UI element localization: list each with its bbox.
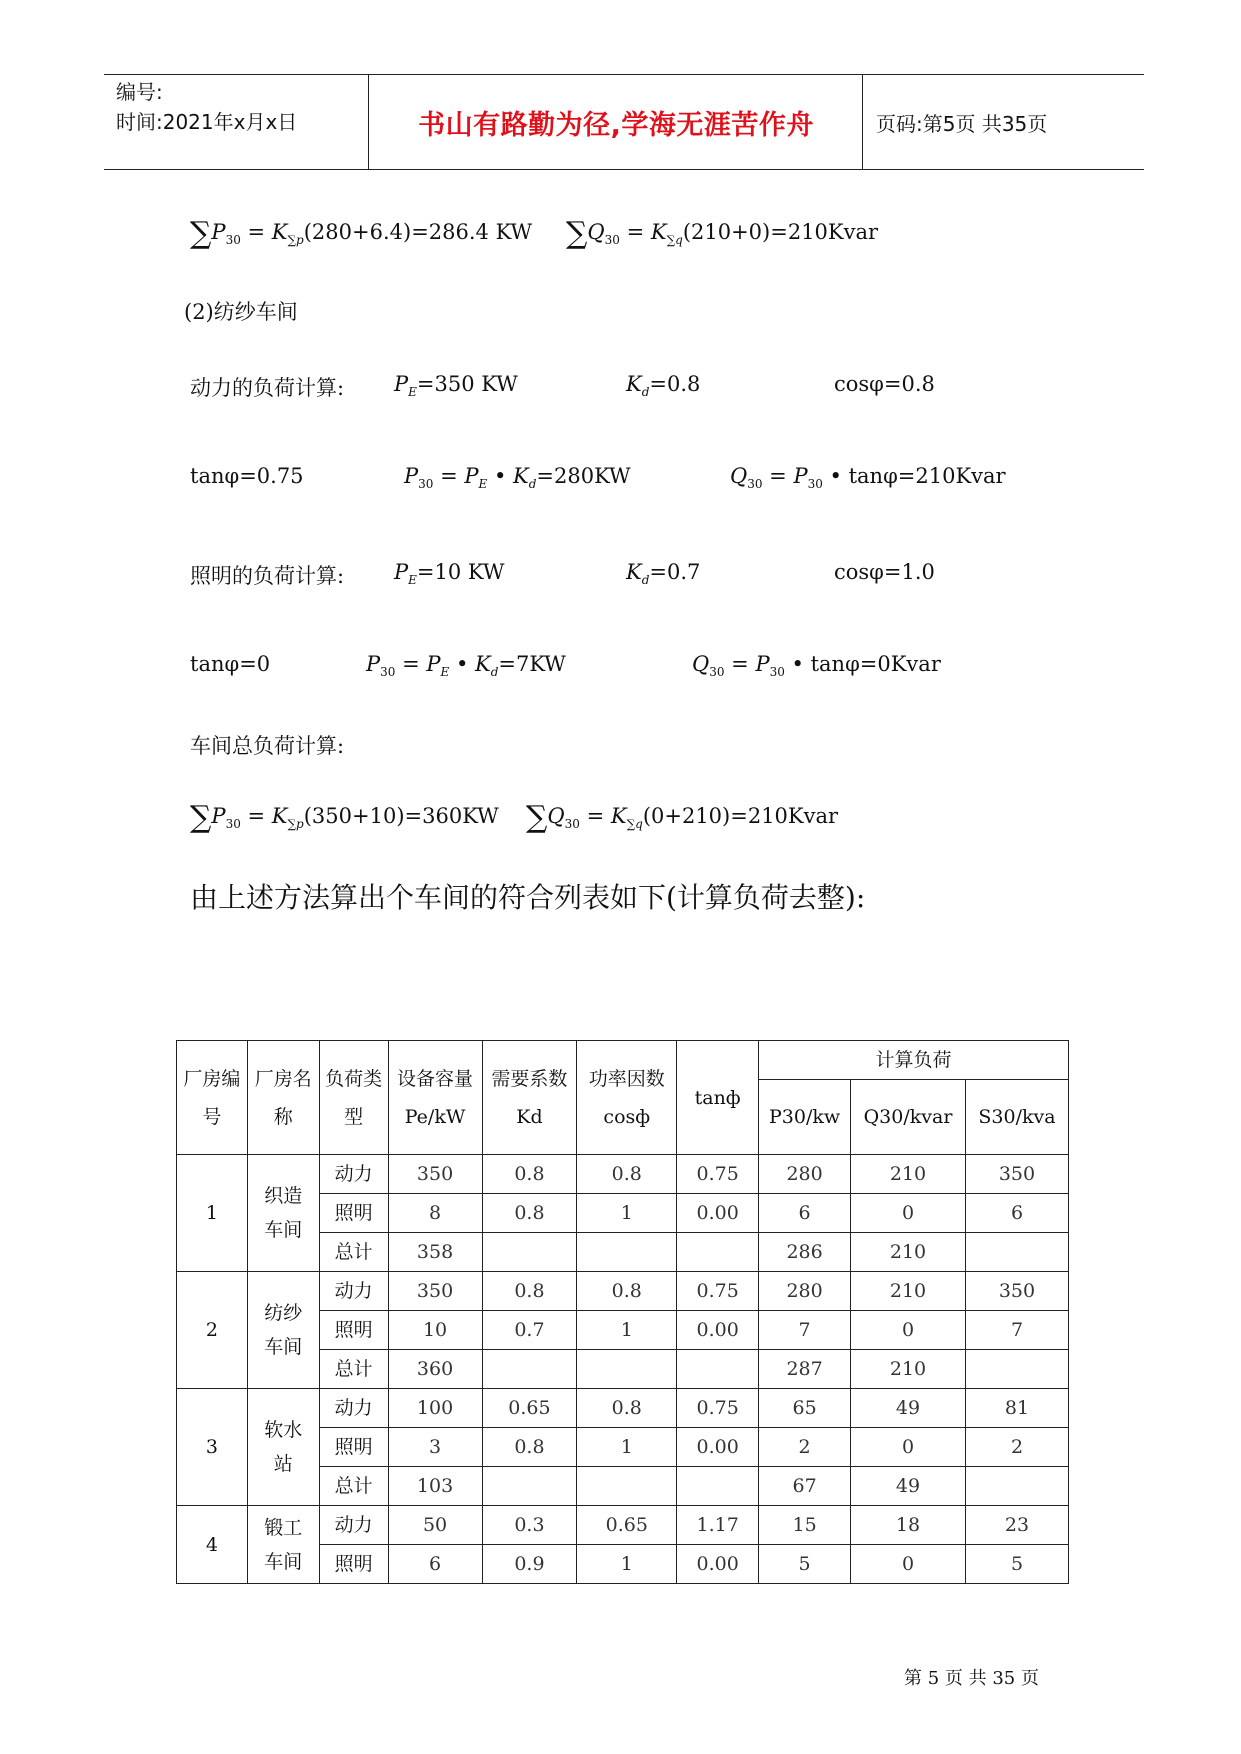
var-k: = K xyxy=(619,220,667,244)
summary-text: 由上述方法算出个车间的符合列表如下(计算负荷去整): xyxy=(190,881,866,914)
cos-value: cosφ=0.8 xyxy=(834,372,935,396)
formula-value: =7KW xyxy=(498,652,566,676)
var-k: = K xyxy=(240,220,288,244)
var-q: Q xyxy=(587,220,605,244)
tan-value: tanφ=0 xyxy=(190,652,271,676)
formula-value: =0.7 xyxy=(649,560,701,584)
cell-capacity: 100 xyxy=(388,1389,482,1428)
var-q: Q xyxy=(730,464,748,488)
cell-load-type: 总计 xyxy=(319,1467,388,1506)
cell-capacity: 350 xyxy=(388,1155,482,1194)
cell-cos xyxy=(577,1467,677,1506)
cell-s30: 350 xyxy=(965,1155,1068,1194)
var-p: P xyxy=(394,372,409,396)
cell-tan: 0.00 xyxy=(677,1194,759,1233)
cell-tan: 0.75 xyxy=(677,1389,759,1428)
cell-s30 xyxy=(965,1233,1068,1272)
var-p: = P xyxy=(762,464,808,488)
header-cell-tan: tanф xyxy=(677,1041,759,1155)
cell-tan: 0.00 xyxy=(677,1545,759,1584)
formula-value: (350+10)=360KW xyxy=(303,804,499,828)
cell-capacity: 358 xyxy=(388,1233,482,1272)
cell-p30: 7 xyxy=(759,1311,851,1350)
cell-kd: 0.8 xyxy=(482,1155,577,1194)
cell-capacity: 350 xyxy=(388,1272,482,1311)
time-label: 时间:2021年x月x日 xyxy=(116,110,298,134)
cell-load-type: 动力 xyxy=(319,1506,388,1545)
sum-symbol: ∑ xyxy=(190,800,212,835)
subscript: 30 xyxy=(564,817,580,832)
cell-tan: 0.75 xyxy=(677,1155,759,1194)
cell-cos xyxy=(577,1233,677,1272)
header-divider xyxy=(368,75,369,169)
header-divider xyxy=(862,75,863,169)
var-p: P xyxy=(211,220,226,244)
cell-tan xyxy=(677,1467,759,1506)
subscript: 30 xyxy=(380,665,396,680)
header-cell-name: 厂房名称 xyxy=(247,1041,319,1155)
cell-q30: 49 xyxy=(851,1467,966,1506)
cell-kd xyxy=(482,1350,577,1389)
cell-cos: 1 xyxy=(577,1428,677,1467)
var-p: = P xyxy=(395,652,441,676)
cell-load-type: 动力 xyxy=(319,1155,388,1194)
header-cell-s30: S30/kva xyxy=(965,1080,1068,1155)
cell-plant-id: 2 xyxy=(177,1272,248,1389)
cell-p30: 65 xyxy=(759,1389,851,1428)
subscript: 30 xyxy=(418,477,434,492)
header-cell-capacity: 设备容量Pe/kW xyxy=(388,1041,482,1155)
var-k: K xyxy=(626,372,642,396)
cell-load-type: 动力 xyxy=(319,1389,388,1428)
cell-kd: 0.9 xyxy=(482,1545,577,1584)
var-p: P xyxy=(404,464,419,488)
cell-p30: 286 xyxy=(759,1233,851,1272)
subscript: d xyxy=(490,665,499,680)
table-row xyxy=(177,1155,1069,1194)
cell-s30: 350 xyxy=(965,1272,1068,1311)
subscript: E xyxy=(478,477,488,492)
subscript: ∑p xyxy=(287,817,304,832)
formula-value: (210+0)=210Kvar xyxy=(682,220,879,244)
var-p: P xyxy=(211,804,226,828)
table-row xyxy=(177,1389,1069,1428)
cell-tan xyxy=(677,1350,759,1389)
cell-load-type: 总计 xyxy=(319,1233,388,1272)
formula-value: • tanφ=210Kvar xyxy=(822,464,1006,488)
cell-kd: 0.3 xyxy=(482,1506,577,1545)
cell-kd: 0.65 xyxy=(482,1389,577,1428)
cell-p30: 5 xyxy=(759,1545,851,1584)
cell-plant-id: 1 xyxy=(177,1155,248,1272)
cell-p30: 15 xyxy=(759,1506,851,1545)
cell-p30: 2 xyxy=(759,1428,851,1467)
cell-p30: 6 xyxy=(759,1194,851,1233)
sum-symbol: ∑ xyxy=(566,216,588,251)
formula-value: =350 KW xyxy=(416,372,518,396)
cell-tan: 1.17 xyxy=(677,1506,759,1545)
cell-kd: 0.8 xyxy=(482,1272,577,1311)
cell-tan xyxy=(677,1233,759,1272)
formula-value: (0+210)=210Kvar xyxy=(642,804,839,828)
page-header xyxy=(104,74,1144,170)
cell-q30: 210 xyxy=(851,1155,966,1194)
header-cell-calc: 计算负荷 xyxy=(759,1041,1069,1080)
header-cell-p30: P30/kw xyxy=(759,1080,851,1155)
cell-s30: 7 xyxy=(965,1311,1068,1350)
subscript: 30 xyxy=(807,477,823,492)
table-row xyxy=(177,1272,1069,1311)
cell-capacity: 50 xyxy=(388,1506,482,1545)
cell-q30: 210 xyxy=(851,1233,966,1272)
cell-capacity: 6 xyxy=(388,1545,482,1584)
cell-load-type: 照明 xyxy=(319,1545,388,1584)
var-q: Q xyxy=(547,804,565,828)
header-meta xyxy=(116,77,368,169)
subscript: E xyxy=(408,385,417,400)
cell-s30: 5 xyxy=(965,1545,1068,1584)
header-page-label: 页码:第5页 共35页 xyxy=(876,111,1048,136)
var-k: = K xyxy=(579,804,627,828)
var-p: = P xyxy=(433,464,479,488)
cell-p30: 287 xyxy=(759,1350,851,1389)
cell-p30: 67 xyxy=(759,1467,851,1506)
formula-value: =10 KW xyxy=(416,560,505,584)
header-cell-kd: 需要系数Kd xyxy=(482,1041,577,1155)
cell-kd xyxy=(482,1467,577,1506)
table-row xyxy=(177,1506,1069,1545)
cell-s30 xyxy=(965,1467,1068,1506)
subscript: d xyxy=(528,477,537,492)
header-cell-cos: 功率因数cosф xyxy=(577,1041,677,1155)
cell-load-type: 照明 xyxy=(319,1194,388,1233)
subscript: 30 xyxy=(225,817,241,832)
var-k: K xyxy=(626,560,642,584)
cell-tan: 0.00 xyxy=(677,1428,759,1467)
cell-plant-name: 软水站 xyxy=(247,1389,319,1506)
subscript: 30 xyxy=(709,665,725,680)
load-table xyxy=(176,1040,1069,1584)
formula-value: =0.8 xyxy=(649,372,701,396)
cell-plant-id: 3 xyxy=(177,1389,248,1506)
subscript: E xyxy=(408,573,417,588)
cos-value: cosφ=1.0 xyxy=(834,560,935,584)
total-calc-label: 车间总负荷计算: xyxy=(190,734,345,758)
cell-capacity: 8 xyxy=(388,1194,482,1233)
section-title: (2)纺纱车间 xyxy=(184,300,298,324)
cell-s30 xyxy=(965,1350,1068,1389)
cell-cos: 1 xyxy=(577,1194,677,1233)
var-k: = K xyxy=(240,804,288,828)
cell-plant-name: 织造车间 xyxy=(247,1155,319,1272)
cell-kd xyxy=(482,1233,577,1272)
subscript: d xyxy=(641,573,650,588)
tan-value: tanφ=0.75 xyxy=(190,464,304,488)
cell-plant-id: 4 xyxy=(177,1506,248,1584)
formula-value: • tanφ=0Kvar xyxy=(784,652,941,676)
cell-s30: 81 xyxy=(965,1389,1068,1428)
formula-value: (280+6.4)=286.4 KW xyxy=(303,220,533,244)
subscript: ∑p xyxy=(287,233,304,248)
cell-cos: 0.8 xyxy=(577,1389,677,1428)
header-cell-type: 负荷类型 xyxy=(319,1041,388,1155)
subscript: ∑q xyxy=(626,817,643,832)
cell-q30: 0 xyxy=(851,1311,966,1350)
var-p: P xyxy=(366,652,381,676)
cell-q30: 0 xyxy=(851,1428,966,1467)
number-label: 编号: xyxy=(116,80,163,104)
sum-symbol: ∑ xyxy=(526,800,548,835)
cell-kd: 0.8 xyxy=(482,1428,577,1467)
cell-load-type: 照明 xyxy=(319,1428,388,1467)
table-header xyxy=(177,1041,1069,1155)
cell-q30: 49 xyxy=(851,1389,966,1428)
cell-cos xyxy=(577,1350,677,1389)
cell-tan: 0.75 xyxy=(677,1272,759,1311)
var-k: • K xyxy=(449,652,491,676)
subscript: 30 xyxy=(747,477,763,492)
cell-plant-name: 锻工车间 xyxy=(247,1506,319,1584)
cell-cos: 1 xyxy=(577,1545,677,1584)
page-footer: 第 5 页 共 35 页 xyxy=(904,1668,1039,1689)
cell-capacity: 360 xyxy=(388,1350,482,1389)
cell-cos: 0.8 xyxy=(577,1272,677,1311)
cell-s30: 2 xyxy=(965,1428,1068,1467)
cell-p30: 280 xyxy=(759,1272,851,1311)
cell-q30: 0 xyxy=(851,1545,966,1584)
cell-q30: 210 xyxy=(851,1350,966,1389)
cell-cos: 0.65 xyxy=(577,1506,677,1545)
cell-capacity: 3 xyxy=(388,1428,482,1467)
var-p: = P xyxy=(724,652,770,676)
header-cell-id: 厂房编号 xyxy=(177,1041,248,1155)
cell-s30: 23 xyxy=(965,1506,1068,1545)
cell-load-type: 动力 xyxy=(319,1272,388,1311)
cell-kd: 0.8 xyxy=(482,1194,577,1233)
cell-cos: 0.8 xyxy=(577,1155,677,1194)
cell-q30: 18 xyxy=(851,1506,966,1545)
subscript: 30 xyxy=(225,233,241,248)
table-body xyxy=(177,1155,1069,1584)
power-label: 动力的负荷计算: xyxy=(190,376,345,400)
subscript: E xyxy=(440,665,450,680)
cell-capacity: 10 xyxy=(388,1311,482,1350)
cell-load-type: 总计 xyxy=(319,1350,388,1389)
lighting-label: 照明的负荷计算: xyxy=(190,564,345,588)
var-q: Q xyxy=(692,652,710,676)
subscript: 30 xyxy=(604,233,620,248)
cell-q30: 210 xyxy=(851,1272,966,1311)
cell-plant-name: 纺纱车间 xyxy=(247,1272,319,1389)
cell-kd: 0.7 xyxy=(482,1311,577,1350)
cell-tan: 0.00 xyxy=(677,1311,759,1350)
subscript: d xyxy=(641,385,650,400)
header-cell-q30: Q30/kvar xyxy=(851,1080,966,1155)
formula-value: =280KW xyxy=(536,464,631,488)
cell-s30: 6 xyxy=(965,1194,1068,1233)
var-p: P xyxy=(394,560,409,584)
sum-symbol: ∑ xyxy=(190,216,212,251)
var-k: • K xyxy=(487,464,529,488)
header-motto: 书山有路勤为径,学海无涯苦作舟 xyxy=(418,109,814,141)
cell-capacity: 103 xyxy=(388,1467,482,1506)
subscript: 30 xyxy=(769,665,785,680)
subscript: ∑q xyxy=(666,233,683,248)
cell-load-type: 照明 xyxy=(319,1311,388,1350)
cell-p30: 280 xyxy=(759,1155,851,1194)
cell-q30: 0 xyxy=(851,1194,966,1233)
cell-cos: 1 xyxy=(577,1311,677,1350)
